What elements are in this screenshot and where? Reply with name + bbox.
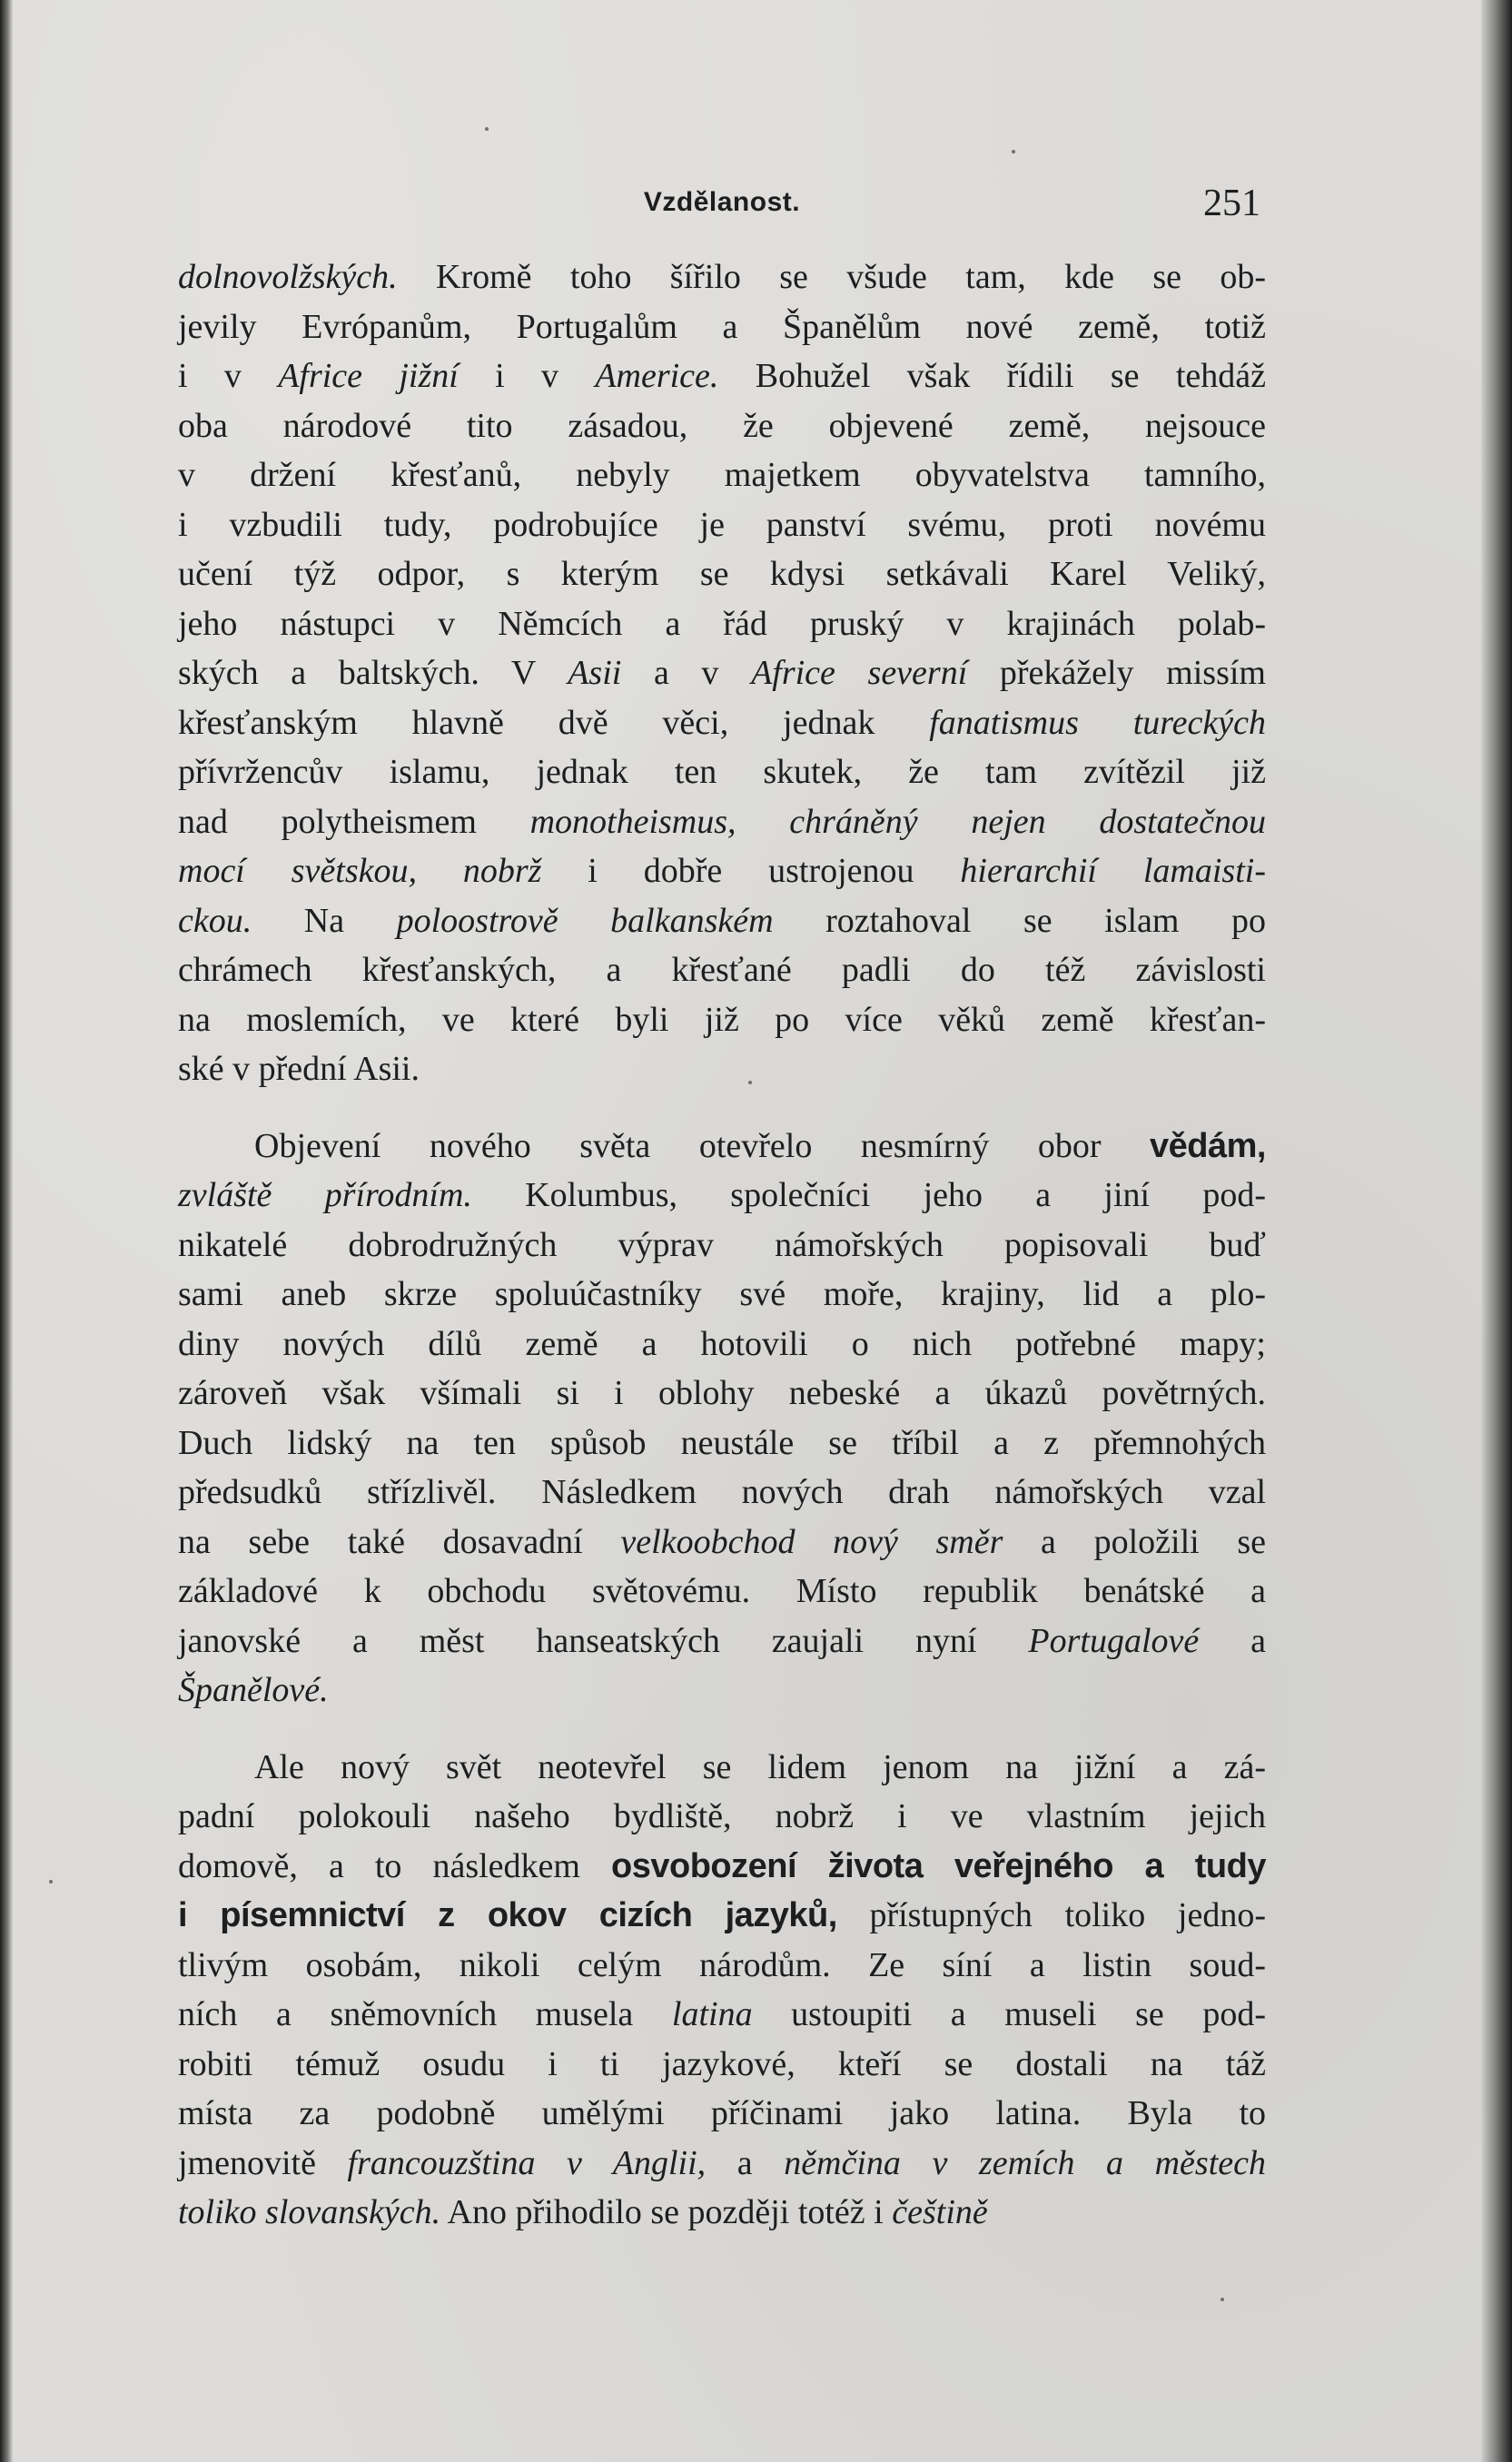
text-line: [178, 1122, 1266, 1172]
italic-span: Africe severní: [751, 654, 968, 692]
text-span: překážely missím: [967, 654, 1266, 692]
text-span: jmenovitě: [178, 2143, 348, 2182]
text-span: i v: [178, 357, 279, 395]
text-span: na sebe také dosavadní: [178, 1522, 621, 1561]
paper-speck: [485, 127, 489, 131]
text-line: [178, 648, 1266, 698]
italic-span: poloostrově balkanském: [396, 901, 774, 940]
scan-edge-left: [0, 0, 13, 2462]
text-span: chrámech křesťanských, a křesťané padli do též závislosti: [178, 951, 1266, 989]
text-line: [178, 1270, 1266, 1320]
text-line: [178, 351, 1266, 401]
text-line: [178, 2188, 1266, 2238]
paper-speck: [1012, 150, 1015, 153]
text-line: [178, 2089, 1266, 2139]
text-span: v držení křesťanů, nebyly majetkem obyvatelstva tamního,: [178, 456, 1266, 494]
text-line: [178, 1842, 1266, 1892]
text-span: a položili se: [1003, 1522, 1266, 1561]
text-line: [178, 599, 1266, 649]
italic-span: Portugalové: [1028, 1621, 1200, 1660]
paragraph: [178, 1122, 1266, 1715]
text-span: předsudků střízlivěl. Následkem nových drah námořských vzal: [178, 1473, 1266, 1511]
text-span: tlivým osobám, nikoli celým národům. Ze síní a listin soud-: [178, 1945, 1266, 1984]
text-line: [178, 1369, 1266, 1419]
text-span: základové k obchodu světovému. Místo republik benátské a: [178, 1572, 1266, 1610]
text-span: Na: [252, 901, 397, 940]
text-span: zároveň však všímali si i oblohy nebeské a úkazů povětrných.: [178, 1374, 1266, 1412]
page-number: 251: [1203, 183, 1260, 224]
italic-span: monotheismus, chráněný nejen dostatečnou: [529, 802, 1266, 841]
italic-span: fanatismus tureckých: [929, 703, 1266, 742]
text-line: [178, 549, 1266, 599]
text-line: [178, 1468, 1266, 1518]
text-span: a v: [621, 654, 752, 692]
text-line: [178, 1221, 1266, 1271]
text-span: učení týž odpor, s kterým se kdysi setkávali Karel Veliký,: [178, 555, 1266, 593]
italic-span: němčina v zemích a městech: [784, 2143, 1266, 2182]
text-line: [178, 252, 1266, 302]
italic-span: češtině: [892, 2193, 988, 2231]
italic-span: toliko slovanských.: [178, 2193, 441, 2231]
text-line: [178, 1044, 1266, 1094]
paper-speck: [1220, 2298, 1224, 2301]
text-span: přívrženců: [178, 753, 326, 791]
text-line: [178, 500, 1266, 550]
text-line: [178, 896, 1266, 946]
italic-span: Africe jižní: [278, 357, 459, 395]
text-line: [178, 995, 1266, 1045]
italic-span: hierarchií lamaisti-: [960, 852, 1266, 890]
text-line: [178, 698, 1266, 748]
italic-span: ckou.: [178, 901, 252, 940]
text-span: a: [1199, 1621, 1266, 1660]
text-span: oba národové tito zásadou, že objevené země, nejsouce: [178, 406, 1266, 445]
text-line: [178, 2139, 1266, 2189]
text-span: Ano přihodilo se později totéž i: [440, 2193, 893, 2231]
text-line: [178, 747, 1266, 797]
paragraph-gap: [178, 1094, 1266, 1122]
text-line: [178, 846, 1266, 896]
text-span: jeho nástupci v Němcích a řád pruský v krajinách polab-: [178, 604, 1266, 643]
text-span: janovské a měst hanseatských zaujali nyní: [178, 1621, 1029, 1660]
paragraph: [178, 252, 1266, 1094]
text-line: [178, 1941, 1266, 1991]
bold-span: vědám,: [1150, 1126, 1266, 1165]
text-span: Kromě toho šířilo se všude tam, kde se ob-: [397, 258, 1266, 296]
text-line: [178, 1419, 1266, 1468]
text-span: i vzbudili tudy, podrobujíce je panství svému, proti novému: [178, 505, 1266, 544]
text-line: [178, 1990, 1266, 2040]
text-span: ské v přední Asii.: [178, 1050, 420, 1088]
italic-span: velkoobchod nový směr: [620, 1522, 1003, 1561]
italic-span: mocí světskou, nobrž: [178, 852, 542, 890]
text-span: domově, a to následkem: [178, 1846, 612, 1885]
text-span: i dobře ustrojenou: [541, 852, 961, 890]
text-span: i v: [458, 357, 596, 395]
bold-span: osvobození života veřejného a tudy: [611, 1846, 1266, 1885]
bold-span: i písemnictví z okov cizích jazyků,: [178, 1896, 837, 1934]
text-span: roztahoval se islam po: [773, 901, 1267, 940]
text-span: ních a sněmovních musela: [178, 1995, 672, 2033]
body-text: [178, 252, 1266, 2238]
text-line: [178, 2040, 1266, 2090]
text-span: ských a baltských. V: [178, 654, 568, 692]
italic-span: Španělové.: [178, 1671, 329, 1709]
text-span: místa za podobně umělými příčinami jako latina. Byla to: [178, 2094, 1266, 2132]
paragraph-gap: [178, 1715, 1266, 1743]
italic-span: francouzština v Anglii,: [347, 2143, 707, 2182]
text-span: diny nových dílů země a hotovili o nich potřebné mapy;: [178, 1324, 1266, 1363]
text-span: padní polokouli našeho bydliště, nobrž i ve vlastním jejich: [178, 1797, 1266, 1835]
text-span: nad polytheismem: [178, 802, 530, 841]
scan-edge-right: [1481, 0, 1512, 2462]
text-line: [178, 1666, 1266, 1715]
italic-span: Americe.: [595, 357, 719, 395]
italic-span: zvláště přírodním.: [178, 1176, 472, 1214]
text-line: [178, 1567, 1266, 1617]
text-line: [178, 302, 1266, 352]
text-span: Kolumbus, společníci jeho a jiní pod-: [471, 1176, 1266, 1214]
text-line: [178, 1518, 1266, 1567]
page-header: [178, 182, 1266, 227]
text-span: a: [706, 2143, 785, 2182]
paragraph: [178, 1743, 1266, 2238]
text-span: na moslemích, ve které byli již po více věků země křesťan-: [178, 1000, 1266, 1039]
text-span: Duch lidský na ten spůsob neustále se tříbil a z přemnohých: [178, 1423, 1266, 1462]
text-span: nikatelé dobrodružných výprav námořských popisovali buď: [178, 1225, 1266, 1264]
text-span: sami aneb skrze spoluúčastníky své moře, krajiny, lid a plo-: [178, 1275, 1266, 1313]
text-line: [178, 797, 1266, 847]
text-line: [178, 1617, 1266, 1666]
text-line: [178, 1320, 1266, 1369]
text-line: [178, 1171, 1266, 1221]
text-line: [178, 1891, 1266, 1941]
text-span: přístupných toliko jedno-: [836, 1896, 1266, 1934]
italic-span: latina: [671, 1995, 753, 2033]
text-line: [178, 1743, 1266, 1793]
italic-span: Asii: [568, 654, 622, 692]
text-line: [178, 450, 1266, 500]
text-span: ustoupiti a museli se pod-: [752, 1995, 1266, 2033]
text-span: Ale nový svět neotevřel se lidem jenom na jižní a zá-: [254, 1747, 1266, 1786]
text-span: robiti témuž osudu i ti jazykové, kteří se dostali na táž: [178, 2044, 1266, 2083]
paper-speck: [49, 1880, 53, 1884]
text-span: Bohužel však řídili se tehdáž: [718, 357, 1266, 395]
text-line: [178, 1792, 1266, 1842]
italic-span: dolnovolžských.: [178, 258, 398, 296]
text-span: v islamu, jednak ten skutek, že tam zvítězil již: [325, 753, 1266, 791]
text-span: Objevení nového světa otevřelo nesmírný obor: [254, 1126, 1151, 1165]
running-head: Vzdělanost.: [643, 187, 801, 217]
text-span: jevily Evrópanům, Portugalům a Španělům nové země, totiž: [178, 307, 1266, 346]
text-span: křesťanským hlavně dvě věci, jednak: [178, 703, 930, 742]
text-line: [178, 945, 1266, 995]
text-line: [178, 401, 1266, 451]
